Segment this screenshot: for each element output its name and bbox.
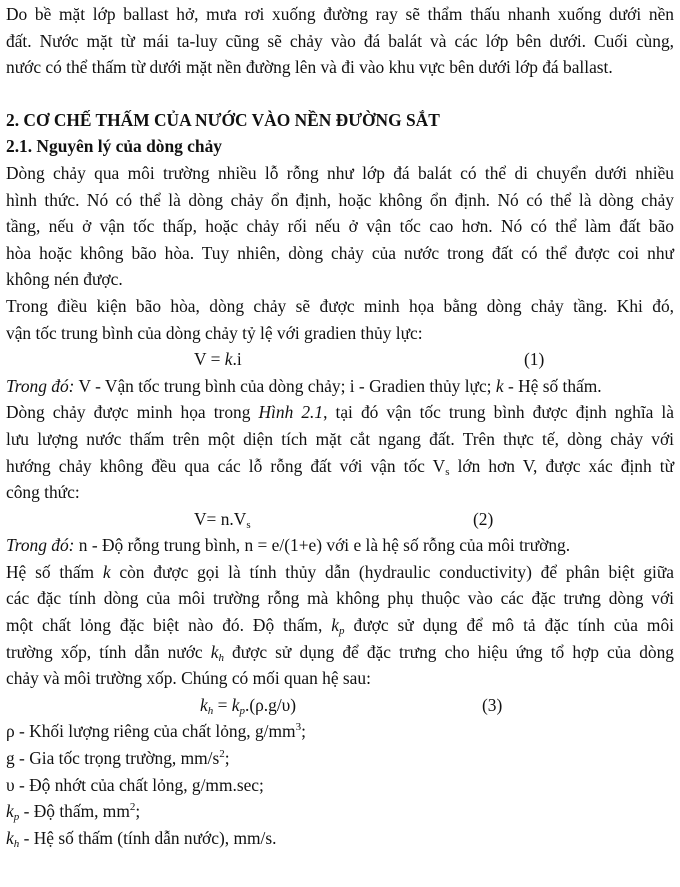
text-line: các đặc tính dòng của môi trường rỗng mà không phụ thuộc vào các đặc trưng dòng với: [6, 588, 674, 609]
equation-2: [6, 506, 674, 533]
text-line: lưu lượng nước thấm trên một diện tích mặt cắt ngang đất. Trên thực tế, dòng chảy với: [6, 428, 674, 449]
paragraph-flow-forms: [6, 160, 674, 293]
definition-upsilon: υ - Độ nhớt của chất lỏng, g/mm.sec;: [6, 774, 264, 795]
text-line: chảy và môi trường xốp. Chúng có mối quan hệ sau:: [6, 668, 371, 689]
equation-number: (3): [482, 694, 503, 715]
where-clause-2: Trong đó: n - Độ rỗng trung bình, n = e/(1+e) với e là hệ số rỗng của môi trường.: [6, 535, 571, 556]
where-clause-1: Trong đó: V - Vận tốc trung bình của dòng chảy; i - Gradien thủy lực; k - Hệ số thấm.: [6, 375, 602, 396]
figure-reference: Hình 2.1: [258, 402, 324, 423]
definition-g: g - Gia tốc trọng trường, $mm/s^2$;: [6, 748, 230, 769]
subsection-heading: 2.1. Nguyên lý của dòng chảy: [6, 136, 222, 157]
paragraph-hydraulic-conductivity: [6, 559, 674, 692]
text-line: tầng, nếu ở vận tốc thấp, hoặc chảy rối nếu ở vận tốc cao hơn. Nó có thể làm đất bão: [6, 216, 674, 237]
text-line: Hệ số thấm k còn được gọi là tính thủy dẫn (hydraulic conductivity) để phân biệt giữa: [6, 561, 674, 582]
definition-rho: ρ - Khối lượng riêng của chất lỏng, $g/mm^3$;: [6, 721, 306, 742]
equation-3: [6, 692, 674, 719]
section-heading: 2. CƠ CHẾ THẤM CỦA NƯỚC VÀO NỀN ĐƯỜNG SẮT: [6, 109, 440, 130]
symbol-definitions: [6, 718, 674, 851]
equation-1: [6, 346, 674, 373]
paragraph-figure-ref: [6, 399, 674, 505]
definition-kp: $k_p$ - Độ thấm, $mm^2$;: [6, 801, 141, 824]
paragraph-saturated: [6, 293, 674, 346]
text-line: hình thức. Nó có thể là dòng chảy ổn định, hoặc không ổn định. Nó có thể là dòng chảy: [6, 189, 674, 210]
text-line: Dòng chảy được minh họa trong Hình 2.1, tại đó vận tốc trung bình được định nghĩa là: [6, 402, 674, 423]
text-line: hòa hoặc không bão hòa. Tuy nhiên, dòng chảy của nước trong đất có thể được coi như: [6, 242, 674, 263]
text-line: hướng chảy không đều qua các lỗ rỗng đất với vận tốc $V_s$ lớn hơn V, được xác định từ: [6, 455, 674, 478]
text-line: công thức:: [6, 482, 80, 503]
text-line: Dòng chảy qua môi trường nhiều lỗ rỗng như lớp đá balát có thể di chuyển dưới nhiều: [6, 162, 674, 183]
text-line: đất. Nước mặt từ mái ta-luy cũng sẽ chảy vào đá balát và các lớp bên dưới. Cuối cùng,: [6, 30, 674, 51]
text-line: nước có thể thấm từ dưới mặt nền đường lên và đi vào khu vực bên dưới lớp đá ballast.: [6, 57, 613, 78]
text-line: không nén được.: [6, 269, 123, 290]
text-line: Trong điều kiện bão hòa, dòng chảy sẽ được minh họa bằng dòng chảy tầng. Khi đó,: [6, 295, 674, 316]
equation-number: (1): [524, 349, 545, 370]
equation-number: (2): [473, 508, 494, 529]
text-line: vận tốc trung bình của dòng chảy tỷ lệ với gradien thủy lực:: [6, 322, 423, 343]
text-line: một chất lỏng đặc biệt nào đó. Độ thấm, $k_p$ được sử dụng để mô tả đặc tính của môi: [6, 615, 674, 638]
spacer: [6, 81, 674, 107]
equation-expression: $V= n.V_s$: [194, 508, 251, 531]
equation-expression: V = k.i: [194, 349, 242, 370]
intro-paragraph: [6, 1, 674, 81]
definition-kh: $k_h$ - Hệ số thấm (tính dẫn nước), mm/s.: [6, 827, 277, 850]
text-line: Do bề mặt lớp ballast hở, mưa rơi xuống đường ray sẽ thẩm thấu nhanh xuống dưới nền: [6, 4, 674, 24]
equation-expression: $k_h = k_p.(\rho.g/\upsilon)$: [200, 694, 297, 717]
text-line: trường xốp, tính dẫn nước $k_h$ được sử dụng để đặc trưng cho hiệu ứng tổ hợp của dòng: [6, 641, 674, 664]
